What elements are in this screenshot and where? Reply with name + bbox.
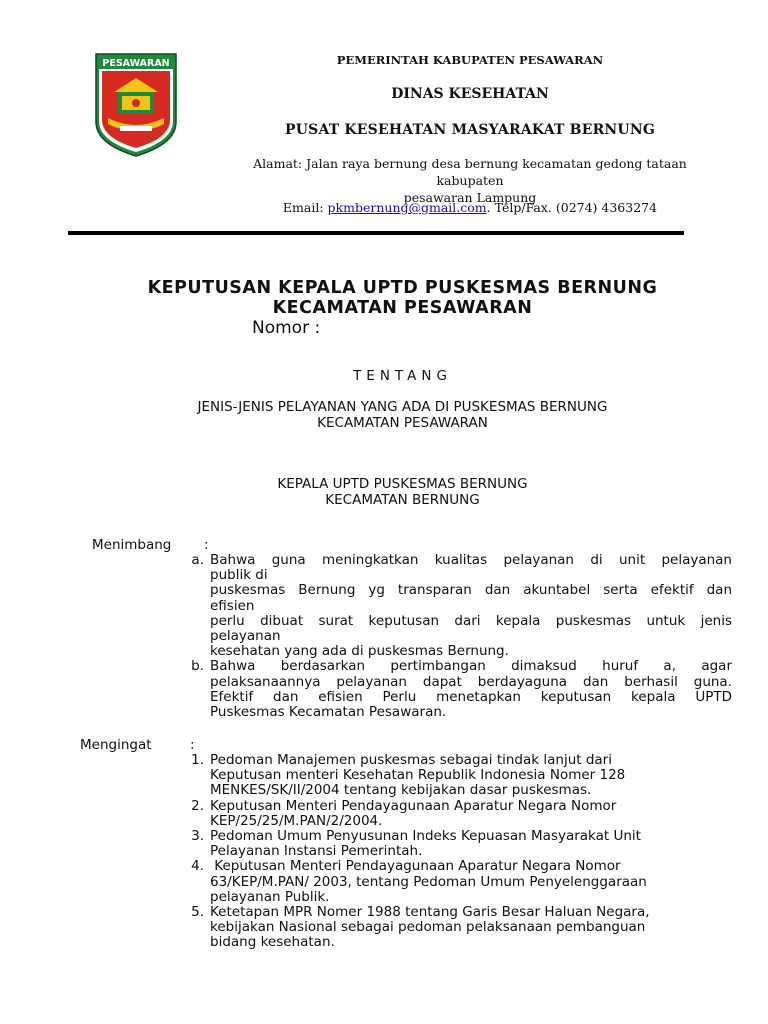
government-name: PEMERINTAH KABUPATEN PESAWARAN	[336, 53, 604, 67]
text-line: Keputusan Menteri Pendayagunaan Aparatur Negara Nomor	[210, 797, 617, 814]
logo-text: PESAWARAN	[102, 58, 170, 69]
text-line: kesehatan yang ada di puskesmas Bernung.	[210, 643, 509, 660]
list-item	[180, 553, 732, 659]
text-line: bidang kesehatan.	[210, 934, 335, 951]
mengingat-colon: :	[190, 737, 195, 753]
list-item-text	[210, 859, 732, 905]
text-line: pelaksanaannya pelayanan dapat berdayaguna dan berhasil guna.	[210, 673, 732, 690]
letterhead-divider	[68, 231, 684, 235]
text-line: Pedoman Umum Penyusunan Indeks Kepuasan Masyarakat Unit	[210, 828, 641, 845]
list-item-text	[210, 799, 732, 829]
list-item-text	[210, 905, 732, 951]
address-line: pesawaran Lampung	[403, 190, 537, 205]
text-line: pelayanan Publik.	[210, 888, 330, 905]
text-line: Pedoman Manajemen puskesmas sebagai tindak lanjut dari	[210, 752, 612, 768]
list-marker: 5.	[191, 904, 204, 921]
decree-number: Nomor :	[252, 318, 321, 338]
text-line: Ketetapan MPR Nomer 1988 tentang Garis Besar Haluan Negara,	[210, 904, 650, 921]
kepala-heading: KEPALA UPTD PUSKESMAS BERNUNG	[277, 476, 528, 492]
list-marker: 4.	[191, 858, 204, 875]
text-line: Keputusan menteri Kesehatan Republik Indonesia Nomer 128	[210, 767, 626, 784]
list-item-text	[210, 553, 732, 659]
text-line: Puskesmas Kecamatan Pesawaran.	[210, 704, 447, 721]
decree-title: KEPUTUSAN KEPALA UPTD PUSKESMAS BERNUNG	[147, 278, 658, 298]
email-link[interactable]: pkmbernung@gmail.com	[327, 200, 487, 215]
text-line: Keputusan Menteri Pendayagunaan Aparatur Negara Nomor	[210, 858, 621, 875]
text-line: Bahwa guna meningkatkan kualitas pelayanan di unit pelayanan	[210, 552, 732, 568]
text-line: publik di	[210, 567, 268, 584]
mengingat-label: Mengingat	[80, 737, 152, 753]
mengingat-list	[180, 753, 732, 951]
department-name: DINAS KESEHATAN	[391, 86, 549, 102]
text-line: Pelayanan Instansi Pemerintah.	[210, 843, 423, 860]
list-item	[180, 859, 732, 905]
email-label: Email:	[282, 200, 328, 215]
text-line: kebijakan Nasional sebagai pedoman pelaksanaan pembanguan	[210, 919, 646, 936]
address	[220, 155, 720, 206]
tentang-heading: TENTANG	[353, 368, 452, 384]
list-item-text	[210, 753, 732, 799]
kepala-heading: KECAMATAN BERNUNG	[325, 492, 480, 508]
contact-line	[230, 200, 710, 215]
text-line: efisien	[210, 597, 255, 614]
list-marker: 1.	[191, 752, 204, 768]
list-item	[180, 829, 732, 859]
text-line: pelayanan	[210, 628, 281, 645]
text-line: 63/KEP/M.PAN/ 2003, tentang Pedoman Umum Penyelenggaraan	[210, 873, 647, 890]
menimbang-list	[180, 553, 732, 720]
text-line: perlu dibuat surat keputusan dari kepala puskesmas untuk jenis	[210, 612, 732, 629]
text-line: MENKES/SK/II/2004 tentang kebijakan dasar puskesmas.	[210, 782, 592, 799]
text-line: KEP/25/25/M.PAN/2/2004.	[210, 812, 383, 829]
list-marker: b.	[191, 658, 204, 675]
decree-title-line2: KECAMATAN PESAWARAN	[272, 298, 533, 318]
text-line: puskesmas Bernung yg transparan dan akuntabel serta efektif dan	[210, 582, 732, 599]
phone: . Telp/Fax. (0274) 4363274	[486, 200, 658, 215]
subject-line: KECAMATAN PESAWARAN	[317, 415, 488, 431]
menimbang-colon: :	[204, 537, 209, 553]
list-item-text	[210, 829, 732, 859]
pesawaran-logo	[94, 52, 178, 158]
text-line: Bahwa berdasarkan pertimbangan dimaksud huruf a, agar	[210, 658, 732, 675]
institution-name: PUSAT KESEHATAN MASYARAKAT BERNUNG	[285, 122, 655, 138]
list-item	[180, 659, 732, 720]
address-line: Alamat: Jalan raya bernung desa bernung kecamatan gedong tataan kabupaten	[253, 156, 687, 188]
list-item-text	[210, 659, 732, 720]
list-item	[180, 799, 732, 829]
list-marker: a.	[191, 552, 204, 568]
list-item	[180, 905, 732, 951]
list-item	[180, 753, 732, 799]
list-marker: 3.	[191, 828, 204, 845]
subject-line: JENIS-JENIS PELAYANAN YANG ADA DI PUSKESMAS BERNUNG	[197, 399, 608, 415]
list-marker: 2.	[191, 797, 204, 814]
menimbang-label: Menimbang	[92, 537, 172, 553]
text-line: Efektif dan efisien Perlu menetapkan keputusan kepala UPTD	[210, 688, 732, 705]
